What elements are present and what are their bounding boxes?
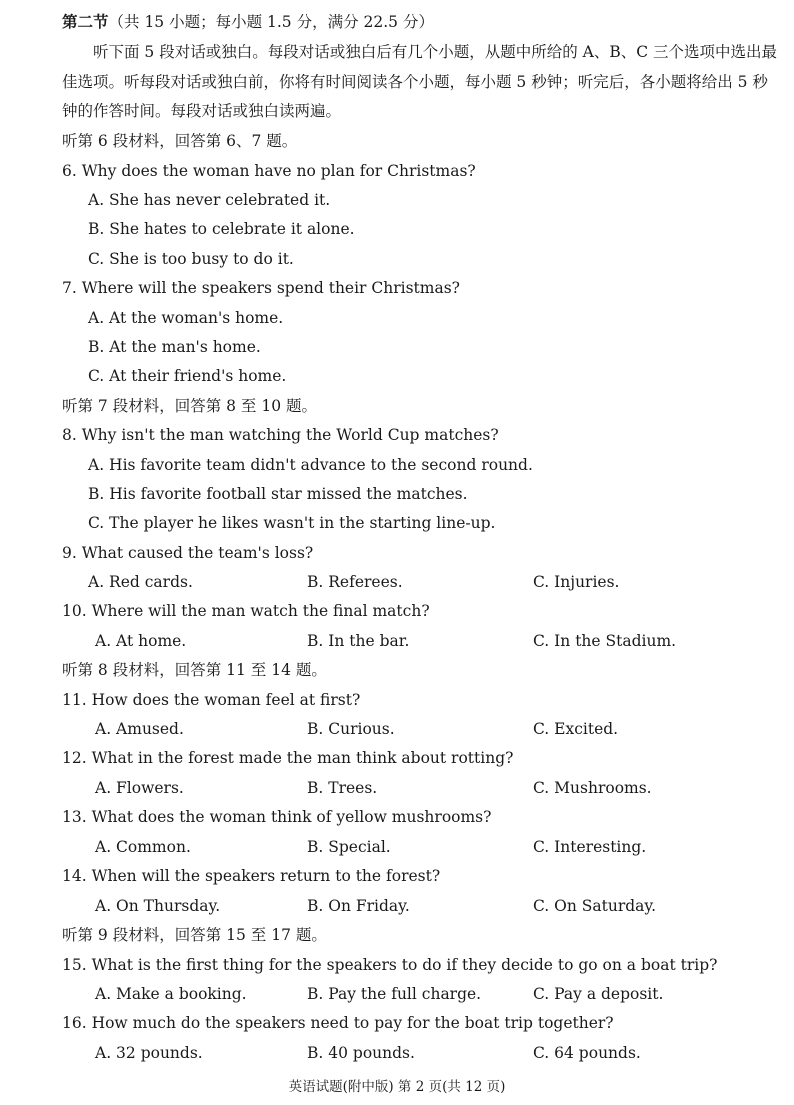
question-15-stem: 15. What is the first thing for the speakers to do if they decide to go on a boat trip? (62, 956, 718, 974)
question-13-option-b: B. Special. (307, 838, 391, 856)
section-title: 第二节 (62, 12, 109, 31)
material-heading-7: 听第 7 段材料，回答第 8 至 10 题。 (62, 397, 318, 415)
question-7-option-a: A. At the woman's home. (88, 309, 284, 327)
question-11-stem: 11. How does the woman feel at first? (62, 691, 361, 709)
material-heading-6: 听第 6 段材料，回答第 6、7 题。 (62, 132, 298, 150)
question-8-stem: 8. Why isn't the man watching the World Cup matches? (62, 426, 499, 444)
question-14-option-c: C. On Saturday. (533, 897, 657, 915)
question-16-option-c: C. 64 pounds. (533, 1044, 641, 1062)
question-12-option-b: B. Trees. (307, 779, 378, 797)
page-footer: 英语试题(附中版) 第 2 页(共 12 页) (288, 1079, 506, 1095)
question-16-stem: 16. How much do the speakers need to pay for the boat trip together? (62, 1014, 614, 1032)
question-15-option-c: C. Pay a deposit. (533, 985, 664, 1003)
material-heading-8: 听第 8 段材料，回答第 11 至 14 题。 (62, 661, 327, 679)
question-10-option-c: C. In the Stadium. (533, 632, 677, 650)
question-11-option-b: B. Curious. (307, 720, 395, 738)
question-10-option-a: A. At home. (95, 632, 187, 650)
question-14-option-a: A. On Thursday. (95, 897, 221, 915)
question-6-stem: 6. Why does the woman have no plan for Christmas? (62, 162, 476, 180)
question-9-option-c: C. Injuries. (533, 573, 620, 591)
question-8-option-a: A. His favorite team didn't advance to the second round. (88, 456, 533, 474)
question-16-option-a: A. 32 pounds. (95, 1044, 203, 1062)
question-7-stem: 7. Where will the speakers spend their Christmas? (62, 279, 460, 297)
question-15-option-b: B. Pay the full charge. (307, 985, 482, 1003)
question-8-option-c: C. The player he likes wasn't in the starting line-up. (88, 514, 496, 532)
material-heading-9: 听第 9 段材料，回答第 15 至 17 题。 (62, 926, 327, 944)
question-9-stem: 9. What caused the team's loss? (62, 544, 314, 562)
question-12-option-c: C. Mushrooms. (533, 779, 652, 797)
question-8-option-b: B. His favorite football star missed the matches. (88, 485, 468, 503)
question-14-stem: 14. When will the speakers return to the forest? (62, 867, 441, 885)
section-subtitle: （共 15 小题；每小题 1.5 分，满分 22.5 分） (108, 13, 434, 31)
question-11-option-a: A. Amused. (95, 720, 184, 738)
question-10-stem: 10. Where will the man watch the final match? (62, 602, 430, 620)
question-7-option-c: C. At their friend's home. (88, 367, 287, 385)
question-10-option-b: B. In the bar. (307, 632, 410, 650)
question-11-option-c: C. Excited. (533, 720, 619, 738)
question-16-option-b: B. 40 pounds. (307, 1044, 415, 1062)
question-14-option-b: B. On Friday. (307, 897, 410, 915)
question-13-stem: 13. What does the woman think of yellow mushrooms? (62, 808, 492, 826)
section-header (62, 12, 434, 32)
question-13-option-a: A. Common. (95, 838, 191, 856)
question-12-option-a: A. Flowers. (95, 779, 184, 797)
question-7-option-b: B. At the man's home. (88, 338, 261, 356)
question-12-stem: 12. What in the forest made the man think about rotting? (62, 749, 514, 767)
question-6-option-c: C. She is too busy to do it. (88, 250, 294, 268)
question-9-option-b: B. Referees. (307, 573, 403, 591)
question-9-option-a: A. Red cards. (88, 573, 193, 591)
question-13-option-c: C. Interesting. (533, 838, 647, 856)
question-6-option-a: A. She has never celebrated it. (88, 191, 331, 209)
question-6-option-b: B. She hates to celebrate it alone. (88, 220, 355, 238)
instructions-paragraph: 听下面 5 段对话或独白。每段对话或独白后有几个小题，从题中所给的 A、B、C 三个选项中选出最佳选项。听每段对话或独白前，你将有时间阅读各个小题，每小题 5 秒钟；听完后，各小题将给出 5 秒钟的作答时间。每段对话或独白读两遍。 (62, 43, 778, 120)
question-15-option-a: A. Make a booking. (95, 985, 247, 1003)
